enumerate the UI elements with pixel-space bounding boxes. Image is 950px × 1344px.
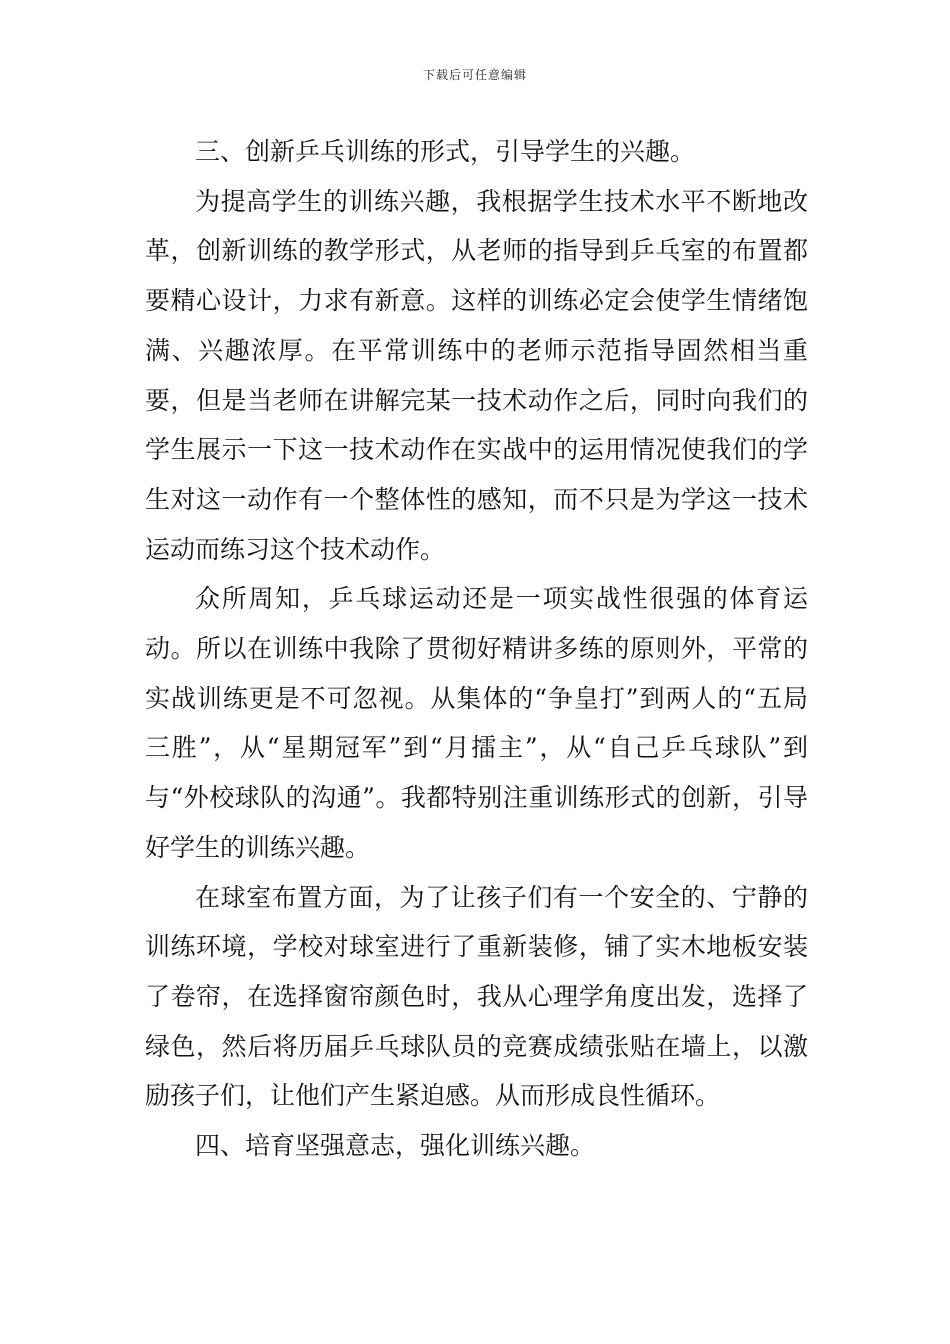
document-body — [145, 127, 808, 1171]
paragraph-room-layout: 在球室布置方面，为了让孩子们有一个安全的、宁静的训练环境，学校对球室进行了重新装修，铺了实木地板安装了卷帘，在选择窗帘颜色时，我从心理学角度出发，选择了绿色，然后将历届乒乓球队员的竞赛成绩张贴在墙上，以激励孩子们，让他们产生紧迫感。从而形成良性循环。 — [145, 882, 808, 1111]
section-heading-three: 三、创新乒乓训练的形式，引导学生的兴趣。 — [195, 137, 696, 166]
paragraph-practical-training: 众所周知，乒乓球运动还是一项实战性很强的体育运动。所以在训练中我除了贯彻好精讲多练的原则外，平常的实战训练更是不可忽视。从集体的“争皇打”到两人的“五局三胜”，从“星期冠军”到“月擂主”，从“自己乒乓球队”到与“外校球队的沟通”。我都特别注重训练形式的创新，引导好学生的训练兴趣。 — [145, 584, 808, 862]
section-heading-four: 四、培育坚强意志，强化训练兴趣。 — [195, 1131, 596, 1161]
header-note: 下载后可任意编辑 — [422, 68, 527, 82]
paragraph-training-interest: 为提高学生的训练兴趣，我根据学生技术水平不断地改革，创新训练的教学形式，从老师的指导到乒乓室的布置都要精心设计，力求有新意。这样的训练必定会使学生情绪饱满、兴趣浓厚。在平常训练中的老师示范指导固然相当重要，但是当老师在讲解完某一技术动作之后，同时向我们的学生展示一下这一技术动作在实战中的运用情况使我们的学生对这一动作有一个整体性的感知，而不只是为学这一技术运动而练习这个技术动作。 — [145, 186, 808, 564]
